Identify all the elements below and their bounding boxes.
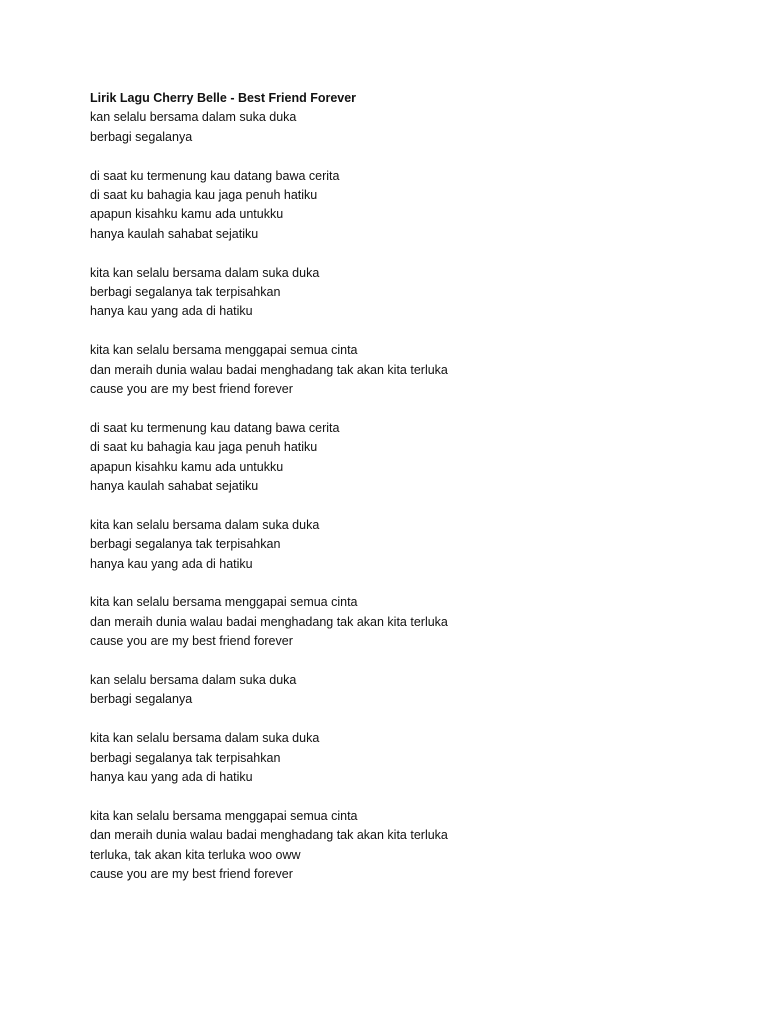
lyric-line: kan selalu bersama dalam suka duka: [90, 110, 297, 125]
lyric-line: kita kan selalu bersama menggapai semua cinta: [90, 343, 358, 358]
lyric-line: hanya kaulah sahabat sejatiku: [90, 226, 259, 241]
lyric-line: kita kan selalu bersama dalam suka duka: [90, 517, 320, 532]
lyric-line: berbagi segalanya tak terpisahkan: [90, 537, 281, 552]
lyric-line: di saat ku bahagia kau jaga penuh hatiku: [90, 440, 318, 455]
lyrics-body: [90, 108, 730, 884]
lyric-line: di saat ku bahagia kau jaga penuh hatiku: [90, 188, 318, 203]
lyric-line: cause you are my best friend forever: [90, 867, 293, 882]
lyric-stanza: [90, 341, 730, 399]
lyric-line: hanya kau yang ada di hatiku: [90, 770, 253, 785]
lyric-line: apapun kisahku kamu ada untukku: [90, 207, 284, 222]
lyric-stanza: [90, 807, 730, 885]
lyric-line: kan selalu bersama dalam suka duka: [90, 673, 297, 688]
lyric-line: berbagi segalanya: [90, 692, 193, 707]
lyric-line: terluka, tak akan kita terluka woo oww: [90, 847, 301, 862]
document-title: Lirik Lagu Cherry Belle - Best Friend Forever: [90, 91, 357, 105]
lyric-line: hanya kau yang ada di hatiku: [90, 556, 253, 571]
lyric-line: cause you are my best friend forever: [90, 382, 293, 397]
lyric-stanza: [90, 419, 730, 497]
lyric-stanza: [90, 108, 730, 147]
lyric-line: di saat ku termenung kau datang bawa cerita: [90, 168, 340, 183]
lyric-line: cause you are my best friend forever: [90, 634, 293, 649]
lyric-line: dan meraih dunia walau badai menghadang tak akan kita terluka: [90, 614, 448, 629]
lyric-stanza: [90, 516, 730, 574]
lyric-line: berbagi segalanya: [90, 129, 193, 144]
lyric-line: berbagi segalanya tak terpisahkan: [90, 750, 281, 765]
lyric-stanza: [90, 729, 730, 787]
lyric-line: kita kan selalu bersama menggapai semua cinta: [90, 808, 358, 823]
lyric-stanza: [90, 593, 730, 651]
lyric-line: di saat ku termenung kau datang bawa cerita: [90, 420, 340, 435]
lyric-line: dan meraih dunia walau badai menghadang tak akan kita terluka: [90, 362, 448, 377]
lyric-line: apapun kisahku kamu ada untukku: [90, 459, 284, 474]
lyrics-document: [90, 89, 730, 904]
lyric-line: berbagi segalanya tak terpisahkan: [90, 285, 281, 300]
lyric-line: hanya kau yang ada di hatiku: [90, 304, 253, 319]
lyric-stanza: [90, 264, 730, 322]
lyric-line: kita kan selalu bersama menggapai semua cinta: [90, 595, 358, 610]
lyric-line: kita kan selalu bersama dalam suka duka: [90, 731, 320, 746]
lyric-line: hanya kaulah sahabat sejatiku: [90, 479, 259, 494]
lyric-stanza: [90, 167, 730, 245]
lyric-line: dan meraih dunia walau badai menghadang tak akan kita terluka: [90, 828, 448, 843]
lyric-stanza: [90, 671, 730, 710]
lyric-line: kita kan selalu bersama dalam suka duka: [90, 265, 320, 280]
